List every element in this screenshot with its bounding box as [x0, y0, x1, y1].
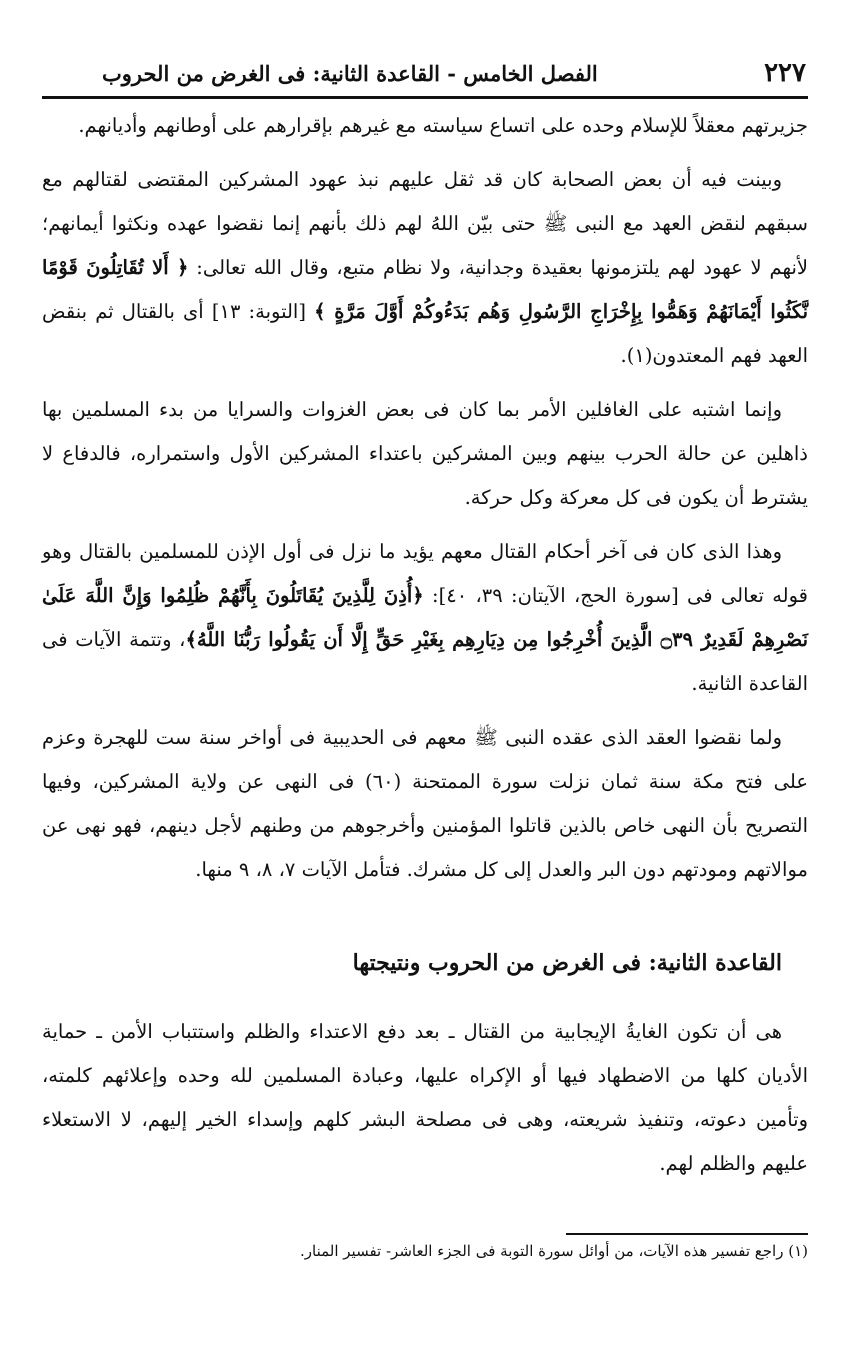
paragraph [42, 530, 808, 706]
quran-verse: ﴿أُذِنَ لِلَّذِينَ يُقَاتَلُونَ بِأَنَّهُمْ ظُلِمُوا وَإِنَّ اللَّهَ عَلَىٰ نَصْرِهِمْ لَقَدِيرٌ ۝٣٩ الَّذِينَ أُخْرِجُوا مِن دِيَارِهِم بِغَيْرِ حَقٍّ إِلَّا أَن يَقُولُوا رَبُّنَا اللَّهُ﴾ [42, 584, 808, 651]
paragraph-text: وإنما اشتبه على الغافلين الأمر بما كان فى بعض الغزوات والسرايا من بدء المسلمين بها ذاهلين عن حالة الحرب بينهم وبين المشركين باعتداء المشركين الأول واستمراره، فالدفاع لا يشترط أن يكون فى كل معركة وكل حركة. [42, 398, 808, 509]
paragraph [42, 388, 808, 520]
paragraph [42, 104, 808, 148]
footnote: (١) راجع تفسير هذه الآيات، من أوائل سورة التوبة فى الجزء العاشر- تفسير المنار. [299, 1242, 808, 1260]
paragraph [42, 716, 808, 892]
quran-verse: ﴿ أَلا تُقَاتِلُونَ قَوْمًا نَّكَثُوا أَيْمَانَهُمْ وَهَمُّوا بِإِخْرَاجِ الرَّسُولِ وَهُم بَدَءُوكُمْ أَوَّلَ مَرَّةٍ ﴾ [42, 256, 808, 323]
paragraph-text: ، وتتمة الآيات فى القاعدة الثانية. [42, 628, 808, 695]
paragraph-text: هى أن تكون الغايةُ الإيجابية من القتال ـ بعد دفع الاعتداء والظلم واستتباب الأمن ـ حماية الأديان كلها من الاضطهاد فيها أو الإكراه عليها، وعبادة المسلمين لله وحده وإعلائهم كلمته، وتأمين دعوته، وتنفيذ شريعته، وهى فى مصلحة البشر كلهم وإسداء الخير إليهم، لا الاستعلاء عليهم والظلم لهم. [42, 1020, 808, 1175]
main-text [42, 104, 808, 902]
paragraph [42, 158, 808, 378]
running-title: الفصل الخامس - القاعدة الثانية: فى الغرض من الحروب [102, 60, 598, 86]
footnote-divider [566, 1233, 808, 1235]
page-header [42, 50, 808, 99]
paragraph-text: ولما نقضوا العقد الذى عقده النبى ﷺ معهم فى الحديبية فى أواخر سنة ست للهجرة وعزم على فتح مكة سنة ثمان نزلت سورة الممتحنة (٦٠) فى النهى عن ولاية المشركين، وفيها التصريح بأن النهى خاص بالذين قاتلوا المؤمنين وأخرجوهم من وطنهم لأجل دينهم، فهو نهى عن موالاتهم ومودتهم دون البر والعدل إلى كل مشرك. فتأمل الآيات ٧، ٨، ٩ منها. [42, 726, 808, 881]
section-heading: القاعدة الثانية: فى الغرض من الحروب ونتيجتها [352, 950, 782, 976]
paragraph [42, 1010, 808, 1186]
paragraph-text: [التوبة: ١٣] أى بالقتال ثم بنقض العهد فهم المعتدون(١). [42, 300, 808, 367]
section-text [42, 1010, 808, 1196]
page-number: ٢٢٧ [764, 58, 806, 88]
paragraph-text: جزيرتهم معقلاً للإسلام وحده على اتساع سياسته مع غيرهم بإقرارهم على أوطانهم وأديانهم. [78, 114, 808, 137]
paragraph-text: وبينت فيه أن بعض الصحابة كان قد ثقل عليهم نبذ عهود المشركين المقتضى لقتالهم مع سبقهم لنقض العهد مع النبى ﷺ حتى بيّن اللهُ لهم ذلك بأنهم إنما نقضوا عهده ونكثوا أيمانهم؛ لأنهم لا عهود لهم يلتزمونها بعقيدة وجدانية، ولا نظام متبع، وقال الله تعالى: [42, 168, 809, 279]
paragraph-text: وهذا الذى كان فى آخر أحكام القتال معهم يؤيد ما نزل فى أول الإذن للمسلمين بالقتال وهو قوله تعالى فى [سورة الحج، الآيتان: ٣٩، ٤٠]: [42, 540, 808, 607]
